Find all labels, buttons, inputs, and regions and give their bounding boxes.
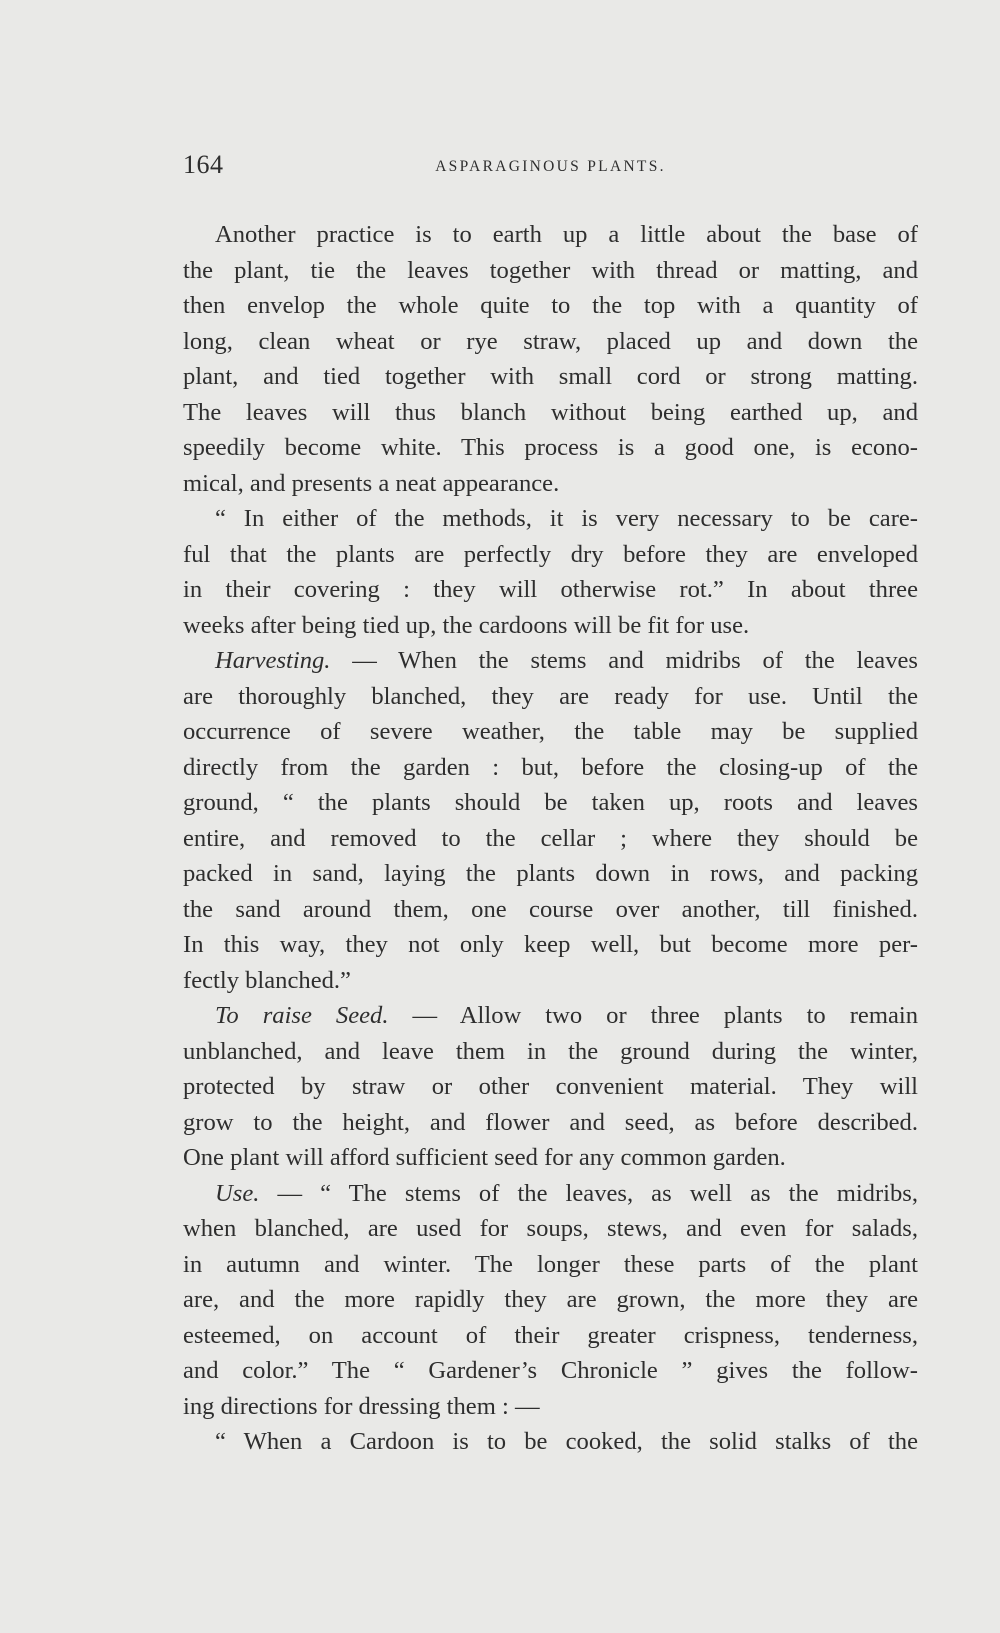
text-line — [183, 643, 918, 679]
text-line: grow to the height, and flower and seed, as before described. — [183, 1108, 918, 1136]
text-line: in their covering : they will otherwise rot.” In about three — [183, 576, 918, 603]
page-header — [183, 150, 918, 186]
text-line-remainder: — When the stems and midribs of the leaves — [352, 647, 918, 674]
text-line — [183, 998, 918, 1034]
text-line: the sand around them, one course over another, till finished. — [183, 895, 918, 923]
text-line: the plant, tie the leaves together with thread or matting, and — [183, 256, 918, 284]
text-line: when blanched, are used for soups, stews, and even for salads, — [183, 1215, 918, 1242]
text-line: long, clean wheat or rye straw, placed up and down the — [183, 327, 918, 355]
section-heading-to-raise-seed: To raise Seed. — [215, 1002, 389, 1029]
text-line: Another practice is to earth up a little about the base of — [215, 221, 918, 248]
text-line: directly from the garden : but, before the closing-up of the — [183, 753, 918, 781]
text-line: fectly blanched.” — [183, 966, 351, 994]
text-line: “ In either of the methods, it is very necessary to be care- — [215, 505, 918, 532]
text-line: esteemed, on account of their greater crispness, tenderness, — [183, 1321, 918, 1349]
text-line: and color.” The “ Gardener’s Chronicle ” gives the follow- — [183, 1357, 918, 1384]
section-heading-harvesting: Harvesting. — [215, 647, 331, 674]
text-line: ful that the plants are perfectly dry before they are enveloped — [183, 540, 918, 568]
text-line: unblanched, and leave them in the ground during the winter, — [183, 1037, 918, 1065]
text-line: protected by straw or other convenient material. They will — [183, 1073, 918, 1100]
text-line — [183, 1176, 918, 1212]
text-line: in autumn and winter. The longer these parts of the plant — [183, 1250, 918, 1278]
text-line: entire, and removed to the cellar ; where they should be — [183, 824, 918, 852]
text-line: weeks after being tied up, the cardoons will be fit for use. — [183, 611, 750, 639]
section-heading-use: Use. — [215, 1179, 260, 1207]
text-line: are thoroughly blanched, they are ready for use. Until the — [183, 682, 918, 710]
text-line-remainder: — Allow two or three plants to remain — [412, 1002, 918, 1029]
running-head: ASPARAGINOUS PLANTS. — [435, 158, 666, 175]
text-line: plant, and tied together with small cord or strong matting. — [183, 363, 918, 390]
body-text — [183, 217, 918, 1460]
text-line: speedily become white. This process is a good one, is econo- — [183, 434, 918, 461]
text-line: ground, “ the plants should be taken up, roots and leaves — [183, 789, 918, 816]
text-line: are, and the more rapidly they are grown, the more they are — [183, 1286, 918, 1313]
text-line: In this way, they not only keep well, but become more per- — [183, 931, 918, 958]
text-line: occurrence of severe weather, the table may be supplied — [183, 718, 918, 745]
text-line: The leaves will thus blanch without being earthed up, and — [183, 398, 918, 426]
text-line: packed in sand, laying the plants down in rows, and packing — [183, 860, 918, 887]
text-line: One plant will afford sufficient seed for any common garden. — [183, 1144, 786, 1171]
text-line: then envelop the whole quite to the top with a quantity of — [183, 292, 918, 319]
text-line-remainder: — “ The stems of the leaves, as well as the midribs, — [277, 1179, 918, 1207]
page-number: 164 — [183, 150, 224, 179]
text-line: “ When a Cardoon is to be cooked, the solid stalks of the — [215, 1428, 918, 1455]
text-line: ing directions for dressing them : — — [183, 1392, 540, 1420]
text-line: mical, and presents a neat appearance. — [183, 469, 560, 497]
